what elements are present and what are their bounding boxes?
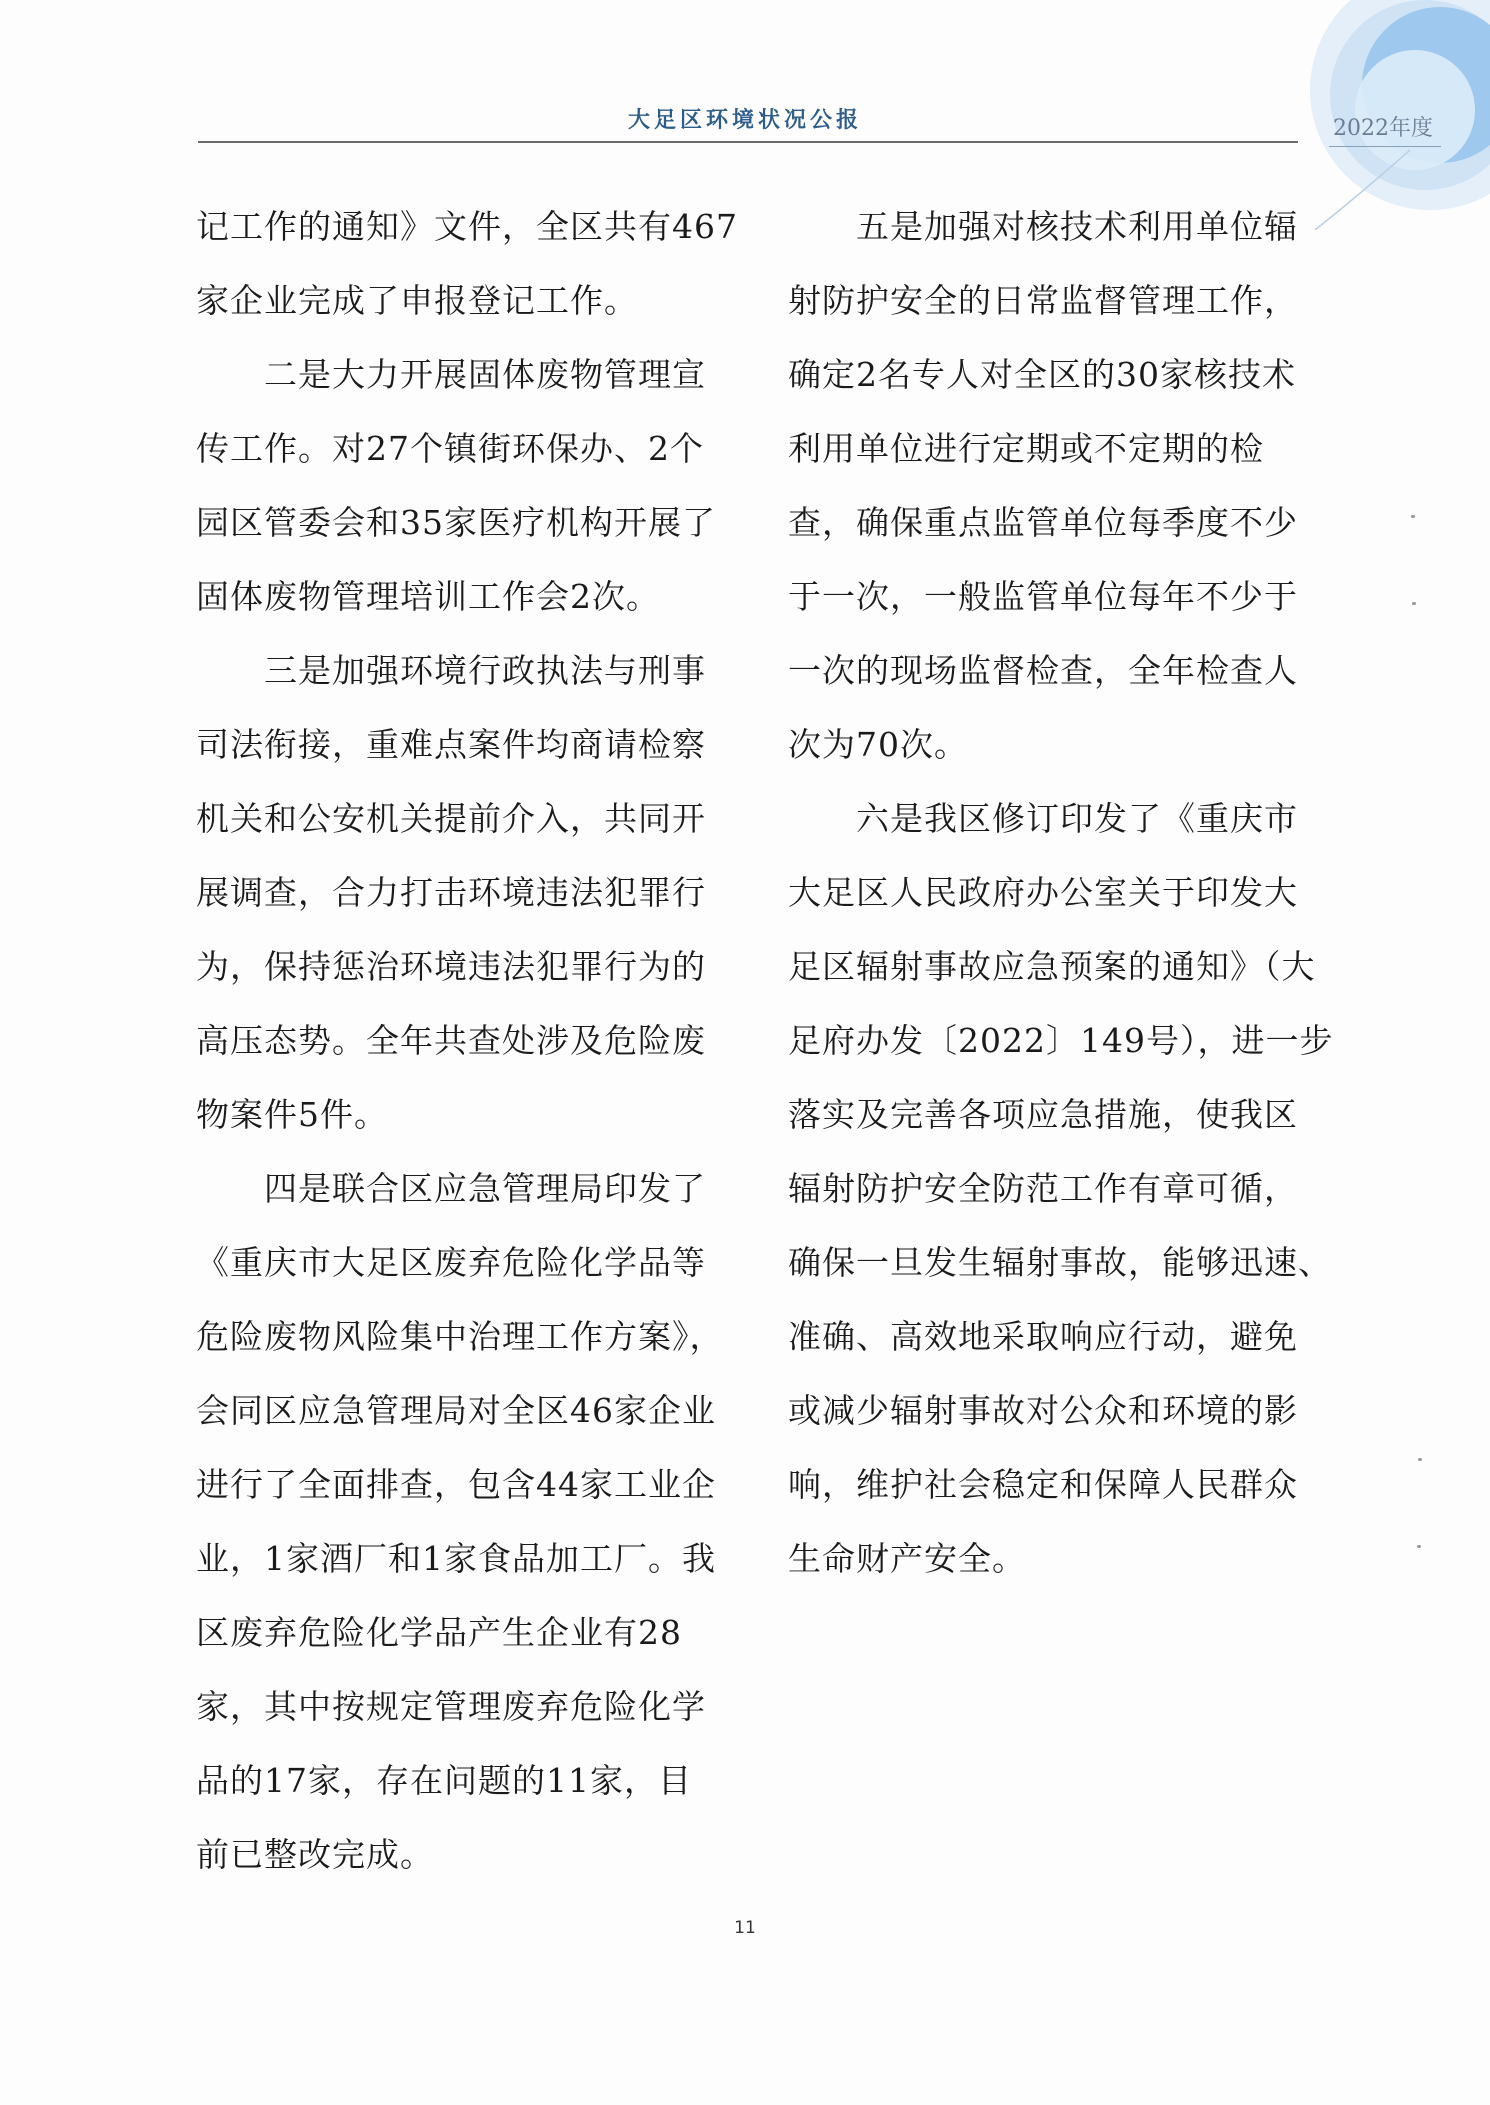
text-line: 为，保持惩治环境违法犯罪行为的 — [196, 947, 706, 986]
text-line: 会同区应急管理局对全区46家企业 — [196, 1391, 716, 1430]
text-line: 利用单位进行定期或不定期的检 — [788, 429, 1264, 468]
text-line: 足府办发〔2022〕149号），进一步 — [788, 1021, 1334, 1060]
text-line: 准确、高效地采取响应行动，避免 — [788, 1317, 1298, 1356]
text-line: 一次的现场监督检查，全年检查人 — [788, 651, 1298, 690]
text-line: 家，其中按规定管理废弃危险化学 — [196, 1687, 706, 1726]
text-line: 记工作的通知》文件，全区共有467 — [196, 207, 738, 246]
text-line: 于一次，一般监管单位每年不少于 — [788, 577, 1298, 616]
scan-speck — [1417, 1545, 1421, 1548]
scan-speck — [1411, 515, 1415, 518]
text-line: 辐射防护安全防范工作有章可循， — [788, 1169, 1298, 1208]
header-divider — [198, 141, 1298, 143]
scan-speck — [1418, 1458, 1422, 1461]
text-line: 家企业完成了申报登记工作。 — [196, 281, 638, 320]
page-number: 11 — [734, 1918, 756, 1938]
text-line: 足区辐射事故应急预案的通知》（大 — [788, 947, 1316, 986]
header-year-underline — [1329, 146, 1441, 147]
right-column — [788, 190, 1334, 1596]
text-line: 高压态势。全年共查处涉及危险废 — [196, 1021, 706, 1060]
text-line: 响，维护社会稳定和保障人民群众 — [788, 1465, 1298, 1504]
text-line: 大足区人民政府办公室关于印发大 — [788, 873, 1298, 912]
text-line: 二是大力开展固体废物管理宣 — [264, 355, 706, 394]
text-line: 前已整改完成。 — [196, 1835, 434, 1874]
text-line: 危险废物风险集中治理工作方案》， — [196, 1317, 724, 1356]
text-line: 射防护安全的日常监督管理工作， — [788, 281, 1298, 320]
left-column — [196, 190, 736, 1892]
text-line: 机关和公安机关提前介入，共同开 — [196, 799, 706, 838]
header-year: 2022年度 — [1333, 116, 1433, 141]
text-line: 或减少辐射事故对公众和环境的影 — [788, 1391, 1298, 1430]
text-line: 进行了全面排查，包含44家工业企 — [196, 1465, 716, 1504]
text-line: 司法衔接，重难点案件均商请检察 — [196, 725, 706, 764]
text-line: 确定2名专人对全区的30家核技术 — [788, 355, 1296, 394]
text-line: 传工作。对27个镇街环保办、2个 — [196, 429, 704, 468]
text-line: 《重庆市大足区废弃危险化学品等 — [196, 1243, 706, 1282]
text-line: 三是加强环境行政执法与刑事 — [264, 651, 706, 690]
text-line: 查，确保重点监管单位每季度不少 — [788, 503, 1298, 542]
text-line: 业，1家酒厂和1家食品加工厂。我 — [196, 1539, 716, 1578]
text-line: 落实及完善各项应急措施，使我区 — [788, 1095, 1298, 1134]
text-line: 次为70次。 — [788, 725, 968, 764]
text-line: 品的17家，存在问题的11家，目 — [196, 1761, 692, 1800]
text-line: 展调查，合力打击环境违法犯罪行 — [196, 873, 706, 912]
text-line: 物案件5件。 — [196, 1095, 388, 1134]
scan-speck — [1412, 602, 1416, 605]
text-line: 生命财产安全。 — [788, 1539, 1026, 1578]
text-line: 区废弃危险化学品产生企业有28 — [196, 1613, 682, 1652]
text-line: 四是联合区应急管理局印发了 — [264, 1169, 706, 1208]
text-line: 五是加强对核技术利用单位辐 — [856, 207, 1298, 246]
text-line: 园区管委会和35家医疗机构开展了 — [196, 503, 716, 542]
text-line: 六是我区修订印发了《重庆市 — [856, 799, 1298, 838]
header-title: 大足区环境状况公报 — [627, 108, 862, 133]
text-line: 确保一旦发生辐射事故，能够迅速、 — [788, 1243, 1332, 1282]
text-line: 固体废物管理培训工作会2次。 — [196, 577, 660, 616]
